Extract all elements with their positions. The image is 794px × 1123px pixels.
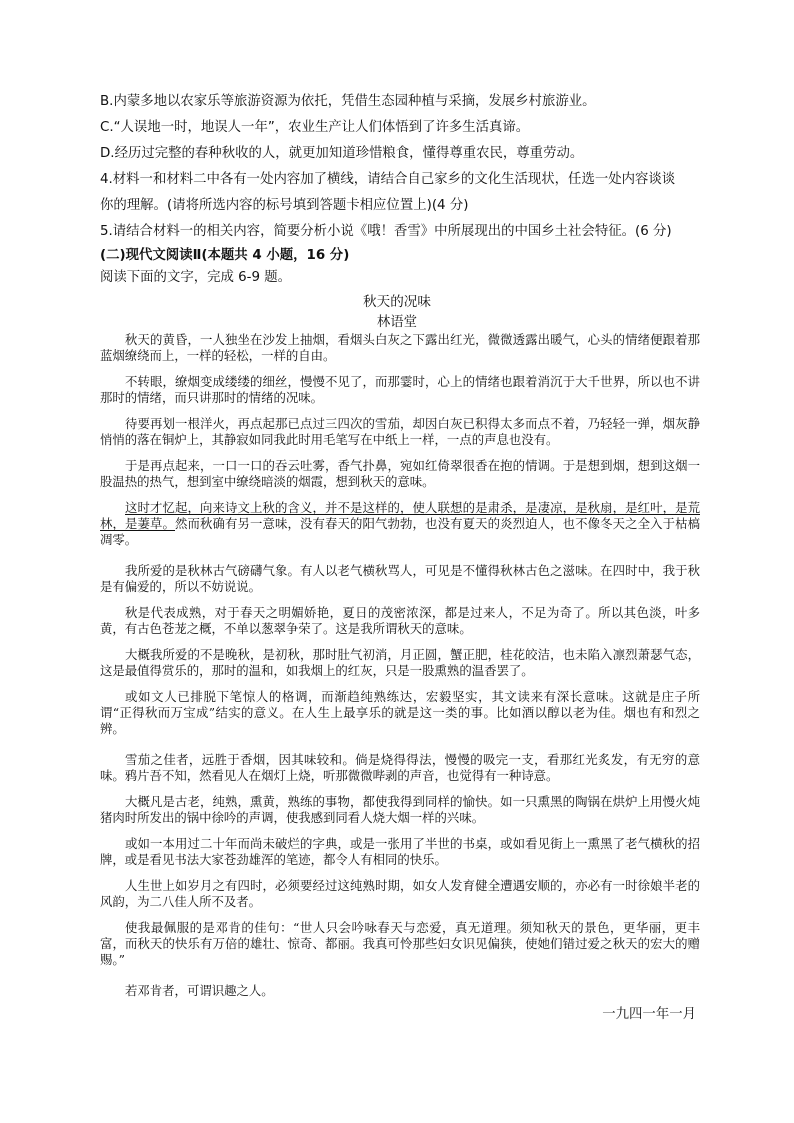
- paragraph-7: 秋是代表成熟，对于春天之明媚娇艳，夏日的茂密浓深，都是过来人，不足为奇了。所以其色淡，叶多黄，有古色苍茏之概，不单以葱翠争荣了。这是我所谓秋天的意味。: [100, 605, 700, 636]
- paragraph-13: 人生世上如岁月之有四时，必须要经过这纯熟时期，如女人发育健全遭遇安顺的，亦必有一时徐娘半老的风韵，为二八佳人所不及者。: [100, 878, 700, 909]
- article-author: 林语堂: [376, 315, 418, 330]
- question-4-line-1: 4.材料一和材料二中各有一处内容加了横线，请结合自己家乡的文化生活现状，任选一处内容谈谈: [100, 172, 676, 187]
- option-d: D.经历过完整的春种秋收的人，就更加知道珍惜粮食，懂得尊重农民，尊重劳动。: [100, 146, 584, 161]
- paragraph-15: 若邓肯者，可谓识趣之人。: [125, 983, 274, 998]
- article-date: 一九四一年一月: [602, 1007, 696, 1022]
- option-c: C.“人误地一时，地误人一年”，农业生产让人们体悟到了许多生活真谛。: [100, 120, 530, 135]
- paragraph-10: 雪茄之佳者，远胜于香烟，因其味较和。倘是烧得得法，慢慢的吸完一支，看那红光炙发，有无穷的意味。鸦片吾不知，然看见人在烟灯上烧，听那微微哔剥的声音，也觉得有一种诗意。: [100, 752, 700, 783]
- paragraph-4: 于是再点起来，一口一口的吞云吐雾，香气扑鼻，宛如红倚翠很香在抱的情调。于是想到烟，想到这烟一股温热的热气，想到室中缭绕暗淡的烟霞，想到秋天的意味。: [100, 458, 700, 489]
- question-4-line-2: 你的理解。(请将所选内容的标号填到答题卡相应位置上)(4 分): [100, 198, 469, 213]
- question-5: 5.请结合材料一的相关内容，简要分析小说《哦！香雪》中所展现出的中国乡土社会特征。(6 分): [100, 224, 672, 239]
- paragraph-6: 我所爱的是秋林古气磅礴气象。有人以老气横秋骂人，可见是不懂得秋林古色之滋味。在四时中，我于秋是有偏爱的，所以不妨说说。: [100, 563, 700, 594]
- reading-instruction: 阅读下面的文字，完成 6-9 题。: [100, 270, 292, 285]
- article-title: 秋天的况味: [363, 294, 431, 310]
- paragraph-2: 不转眼，缭烟变成缕缕的细丝，慢慢不见了，而那霎时，心上的情绪也跟着消沉于大千世界，所以也不讲那时的情绪，而只讲那时的情绪的况味。: [100, 374, 700, 405]
- paragraph-11: 大概凡是古老，纯熟，熏黄，熟练的事物，都使我得到同样的愉快。如一只熏黑的陶锅在烘炉上用慢火炖猪肉时所发出的锅中徐吟的声调，使我感到同看人烧大烟一样的兴味。: [100, 794, 700, 825]
- section-header: (二)现代文阅读Ⅱ(本题共 4 小题，16 分): [100, 248, 350, 263]
- paragraph-9: 或如文人已排脱下笔惊人的格调，而渐趋纯熟练达，宏毅坚实，其文读来有深长意味。这就是庄子所谓“正得秋而万宝成”结实的意义。在人生上最享乐的就是这一类的事。比如酒以醇以老为佳。烟也有和烈之辨。: [100, 689, 700, 736]
- paragraph-5: [100, 500, 700, 548]
- paragraph-14: 使我最佩服的是邓肯的佳句：“世人只会吟咏春天与恋爱，真无道理。须知秋天的景色，更华丽，更丰富，而秋天的快乐有万倍的雄壮、惊奇、都丽。我真可怜那些妇女识见偏狭，使她们错过爱之秋天的宏大的赠赐。”: [100, 920, 700, 967]
- option-b: B.内蒙多地以农家乐等旅游资源为依托，凭借生态园种植与采摘，发展乡村旅游业。: [100, 94, 596, 109]
- paragraph-1: 秋天的黄昏，一人独坐在沙发上抽烟，看烟头白灰之下露出红光，微微透露出暖气，心头的情绪便跟着那蓝烟缭绕而上，一样的轻松，一样的自由。: [100, 332, 700, 363]
- paragraph-3: 待要再划一根洋火，再点起那已点过三四次的雪茄，却因白灰已积得太多而点不着，乃轻轻一弹，烟灰静悄悄的落在铜炉上，其静寂如同我此时用毛笔写在中纸上一样，一点的声息也没有。: [100, 416, 700, 447]
- underlined-sentence: 这时才忆起，向来诗文上秋的含义，并不是这样的，使人联想的是肃杀，是凄凉，是秋扇，是红叶，是荒林，是萋草。: [100, 500, 700, 531]
- paragraph-8: 大概我所爱的不是晚秋，是初秋，那时肚气初消，月正圆，蟹正肥，桂花皎洁，也未陷入凛烈萧瑟气态，这是最值得赏乐的，那时的温和，如我烟上的红灰，只是一股熏熟的温香罢了。: [100, 647, 700, 678]
- paragraph-12: 或如一本用过二十年而尚未破烂的字典，或是一张用了半世的书桌，或如看见街上一熏黑了老气横秋的招牌，或是看见书法大家苍劲雄浑的笔迹，都令人有相同的快乐。: [100, 836, 700, 867]
- paragraph-5-rest: 然而秋确有另一意味，没有春天的阳气勃勃，也没有夏天的炎烈迫人，也不像冬天之全入于枯槁凋零。: [100, 516, 701, 547]
